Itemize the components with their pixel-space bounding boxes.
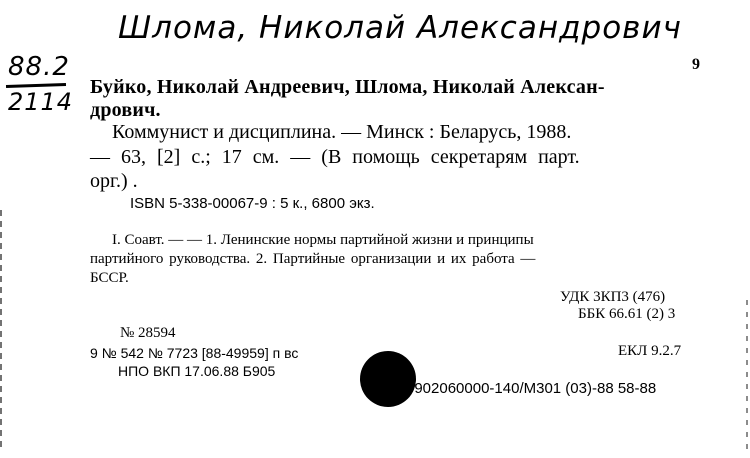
ink-blot: [360, 351, 416, 407]
authors-line-1: Буйко, Николай Андреевич, Шлома, Николай Алексан-: [90, 76, 605, 98]
handwritten-shelf-bottom: 2114: [8, 88, 74, 116]
subjects-line-1: I. Соавт. — — 1. Ленинские нормы партийной жизни и принципы: [112, 232, 534, 248]
card-number: № 28594: [120, 325, 176, 341]
print-info-line: 9 № 542 № 7723 [88-49959] п вс: [90, 345, 299, 361]
bbk-index: ББК 66.61 (2) 3: [578, 306, 676, 322]
title-line-1: Коммунист и дисциплина. — Минск : Беларусь, 1988.: [112, 121, 572, 143]
subjects-line-3: БССР.: [90, 270, 129, 286]
isbn-line: ISBN 5-338-00067-9 : 5 к., 6800 экз.: [130, 195, 375, 212]
corner-number: 9: [692, 56, 700, 73]
udk-index: УДК 3КП3 (476): [560, 289, 666, 305]
handwritten-shelf-top: 88.2: [8, 52, 70, 82]
left-edge-noise: [0, 210, 2, 450]
right-edge-noise: [746, 300, 748, 450]
npo-line: НПО ВКП 17.06.88 Б905: [118, 363, 276, 379]
authors-line-2: дрович.: [90, 99, 161, 121]
catalog-code: 0902060000-140/М301 (03)-88 58-88: [406, 380, 657, 397]
handwritten-name: Шлома, Николай Александрович: [118, 10, 682, 46]
title-line-2: — 63, [2] с.; 17 см. — (В помощь секретарям парт.: [90, 146, 580, 168]
ekl-index: ЕКЛ 9.2.7: [618, 343, 682, 359]
subjects-line-2: партийного руководства. 2. Партийные организации и их работа —: [90, 251, 536, 267]
title-line-3: орг.) .: [90, 170, 138, 192]
